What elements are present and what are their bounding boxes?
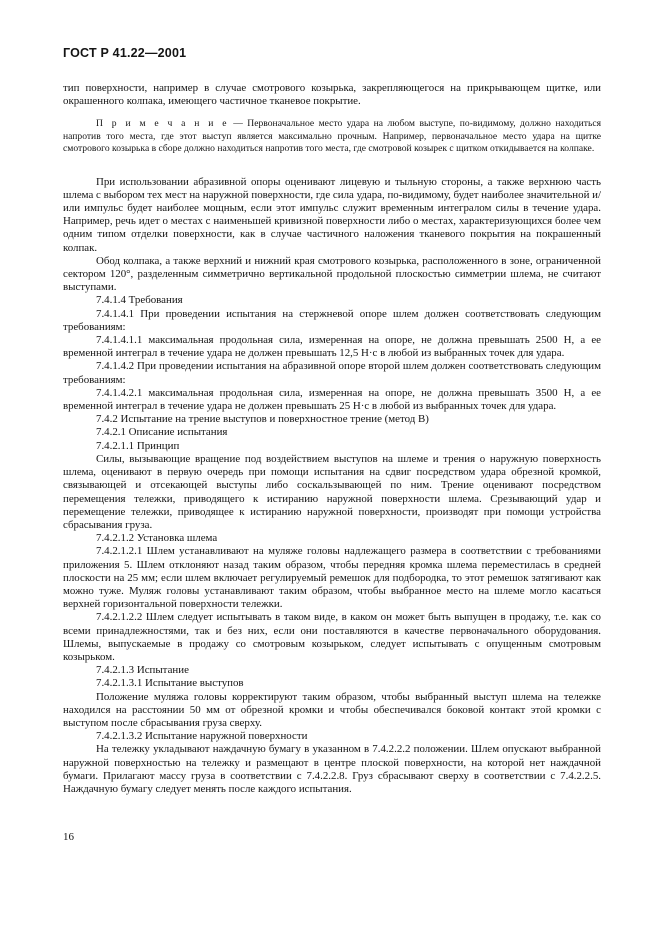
paragraph: 7.4.2.1.2.2 Шлем следует испытывать в таком виде, в каком он может быть выпущен в продажу, т.е. как со всеми принадлежностями, так и без них, если они поставляются в качестве первоначального оборудования. Шлемы, выпускаемые в продажу со смотровым козырьком, следует испытывать с опущенным смотровым козырьком. [63,611,601,663]
intro-paragraph: тип поверхности, например в случае смотрового козырька, закрепляющегося на прикрывающем щитке, или окрашенного колпака, имеющего частичное тканевое покрытие. [63,82,601,108]
page-number: 16 [63,831,74,843]
section-heading: 7.4.2.1.3.2 Испытание наружной поверхности [96,730,308,743]
paragraph: 7.4.1.4.1 При проведении испытания на стержневой опоре шлем должен соответствовать следующим требованиям: [63,307,601,333]
paragraph: 7.4.1.4.2.1 максимальная продольная сила, измеренная на опоре, не должна превышать 3500 Н, а ее временной интеграл в течение удара не должен превышать 25 Н·с в любой из выбранных точек для удара. [63,386,601,413]
paragraph: На тележку укладывают наждачную бумагу в указанном в 7.4.2.2.2 положении. Шлем опускают выбранной наружной поверхностью на тележку и размещают в центре плоской поверхности, на которой нет наждачной бумаги. Прилагают массу груза в соответствии с 7.4.2.2.8. Груз сбрасывают сверху в соответствии с 7.4.2.2.5. Наждачную бумагу следует менять после каждого испытания. [63,743,601,795]
section-heading: 7.4.2.1.3 Испытание [96,664,189,677]
document-header: ГОСТ Р 41.22—2001 [63,46,187,60]
section-heading: 7.4.2.1 Описание испытания [96,426,228,439]
paragraph: 7.4.2.1.2.1 Шлем устанавливают на муляже головы надлежащего размера в соответствии с требованиями приложения 5. Шлем отклоняют назад таким образом, чтобы передняя кромка шлема переместилась в средней плоскости на 25 мм; если шлем включает регулируемый ремешок для подбородка, то этот ремешок затягивают как можно туже. Муляж головы устанавливают таким образом, чтобы выбранное место на шлеме могло касаться верхней горизонтальной поверхности тележки. [63,545,601,611]
paragraph: Силы, вызывающие вращение под воздействием выступов на шлеме и трения о наружную поверхность шлема, оценивают в первую очередь при помощи испытания на сдвиг посредством удара обрезной кромкой, связывающей и отсекающей выступы либо соскальзывающей по ним. Трение оценивают посредством перемещения тележки, приводящего к истиранию наружной поверхности шлема. Срезывающий удар и перемещение тележки, приводящее к истиранию наружной поверхности, производят при помощи устройства сбрасывания груза. [63,452,601,531]
paragraph: 7.4.1.4.1.1 максимальная продольная сила, измеренная на опоре, не должна превышать 2500 Н, а ее временной интеграл в течение удара не должен превышать 12,5 Н·с в любой из выбранных точек для удара. [63,334,601,360]
section-heading: 7.4.1.4 Требования [96,294,183,307]
section-heading: 7.4.2.1.1 Принцип [96,439,180,452]
paragraph: При использовании абразивной опоры оценивают лицевую и тыльную стороны, а также верхнюю часть шлема с выбором тех мест на наружной поверхности, где сила удара, по-видимому, будет наиболее значительной и/или импульс будет наиболее мощным, если этот импульс служит временным интегралом силы в течение удара. Например, речь идет о местах с наименьшей кривизной поверхности либо о местах, характеризующихся более чем одним типом отделки поверхности, как в случае частичного наложения тканевого покрытия на покрашенный колпак. [63,175,601,254]
note-label: П р и м е ч а н и е [96,118,229,130]
paragraph: 7.4.1.4.2 При проведении испытания на абразивной опоре второй шлем должен соответствовать следующим требованиям: [63,360,601,386]
section-heading: 7.4.2.1.3.1 Испытание выступов [96,677,244,690]
section-heading: 7.4.2.1.2 Установка шлема [96,532,218,545]
section-heading: 7.4.2 Испытание на трение выступов и поверхностное трение (метод В) [96,413,429,426]
paragraph: Положение муляжа головы корректируют таким образом, чтобы выбранный выступ шлема на тележке находился на расстоянии 50 мм от обрезной кромки и чтобы обеспечивался боковой контакт этой кромки с выступом после сбрасывания груза сверху. [63,690,601,729]
note-paragraph: П р и м е ч а н и е — Первоначальное место удара на любом выступе, по-видимому, должно находиться напротив того места, где этот выступ является максимально прочным. Например, первоначальное место удара на щитке смотрового козырька в сборе должно находиться напротив того места, где смотровой козырек с щитком откидывается на колпаке. [63,118,602,155]
note-text: Первоначальное место удара на любом выступе, по-видимому, должно находиться напротив того места, где этот выступ является максимально прочным. Например, первоначальное место удара на щитке смотрового козырька в сборе должно находиться напротив того места, где смотровой козырек с щитком откидывается на колпаке. [63,118,602,155]
paragraph: Обод колпака, а также верхний и нижний края смотрового козырька, расположенного в зоне, ограниченной сектором 120°, разделенным симметрично вертикальной продольной плоскостью симметрии шлема, не считают выступами. [63,254,601,294]
document-page [63,46,601,796]
